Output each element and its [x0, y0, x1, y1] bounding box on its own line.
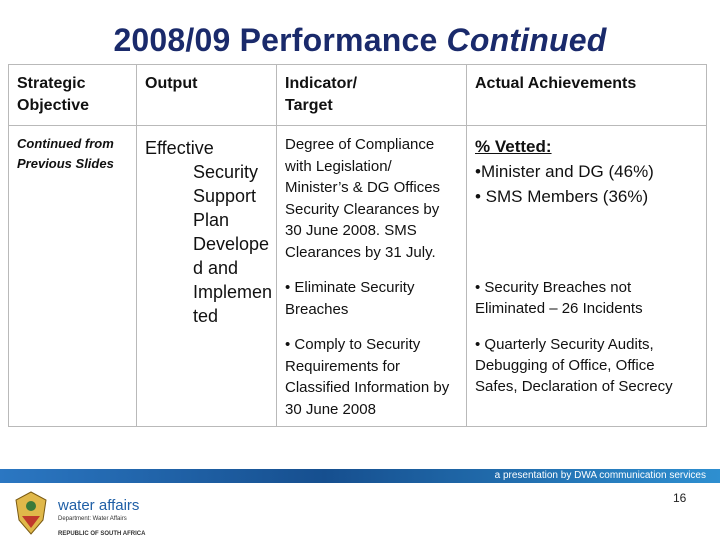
- logo-subtext: Department: Water Affairs: [58, 516, 127, 522]
- header-row: [9, 65, 707, 126]
- title-emphasis: Continued: [446, 22, 607, 58]
- performance-table: [8, 64, 707, 427]
- output-line: Effective: [145, 138, 214, 158]
- achievement-cell: • Quarterly Security Audits, Debugging of Office, Office Safes, Declaration of Secrecy: [467, 326, 707, 427]
- title-main: 2008/09 Performance: [113, 22, 438, 58]
- logo-country: REPUBLIC OF SOUTH AFRICA: [58, 531, 146, 537]
- output-line: Plan: [193, 210, 230, 230]
- output-line: Develope: [193, 234, 270, 254]
- header-output: Output: [137, 65, 277, 126]
- achievement-cell: • Security Breaches not Eliminated – 26 Incidents: [467, 269, 707, 326]
- output-line: Security: [193, 162, 259, 182]
- header-indicator-line2: Target: [285, 97, 333, 114]
- table-row: [9, 126, 707, 270]
- header-indicator-line1: Indicator/: [285, 75, 358, 92]
- department-logo: [10, 488, 210, 538]
- output-cell: [137, 126, 277, 427]
- indicator-cell: • Comply to Security Requirements for Classified Information by 30 June 2008: [277, 326, 467, 427]
- achievement-heading: % Vetted:: [475, 137, 552, 156]
- output-line: Implemen: [193, 282, 273, 302]
- header-indicator: [277, 65, 467, 126]
- indicator-cell: Degree of Compliance with Legislation/ Minister’s & DG Offices Security Clearances by 30 June 2008. SMS Clearances by 31 July.: [277, 126, 467, 270]
- indicator-cell: • Eliminate Security Breaches: [277, 269, 467, 326]
- strategic-objective-cell: Continued from Previous Slides: [9, 126, 137, 427]
- achievement-item: •Minister and DG (46%): [475, 162, 654, 181]
- achievement-cell: [467, 126, 707, 270]
- slide-title: [0, 22, 720, 59]
- header-achievements: Actual Achievements: [467, 65, 707, 126]
- footer-tagline: a presentation by DWA communication services: [494, 470, 706, 481]
- page-number: 16: [673, 491, 687, 505]
- achievement-item: • SMS Members (36%): [475, 187, 649, 206]
- output-line: ted: [193, 306, 219, 326]
- output-line: Support: [193, 186, 257, 206]
- logo-text: water affairs: [58, 497, 140, 514]
- coat-of-arms-icon: [12, 490, 50, 536]
- header-strategic-objective: Strategic Objective: [9, 65, 137, 126]
- output-line: d and: [193, 258, 239, 278]
